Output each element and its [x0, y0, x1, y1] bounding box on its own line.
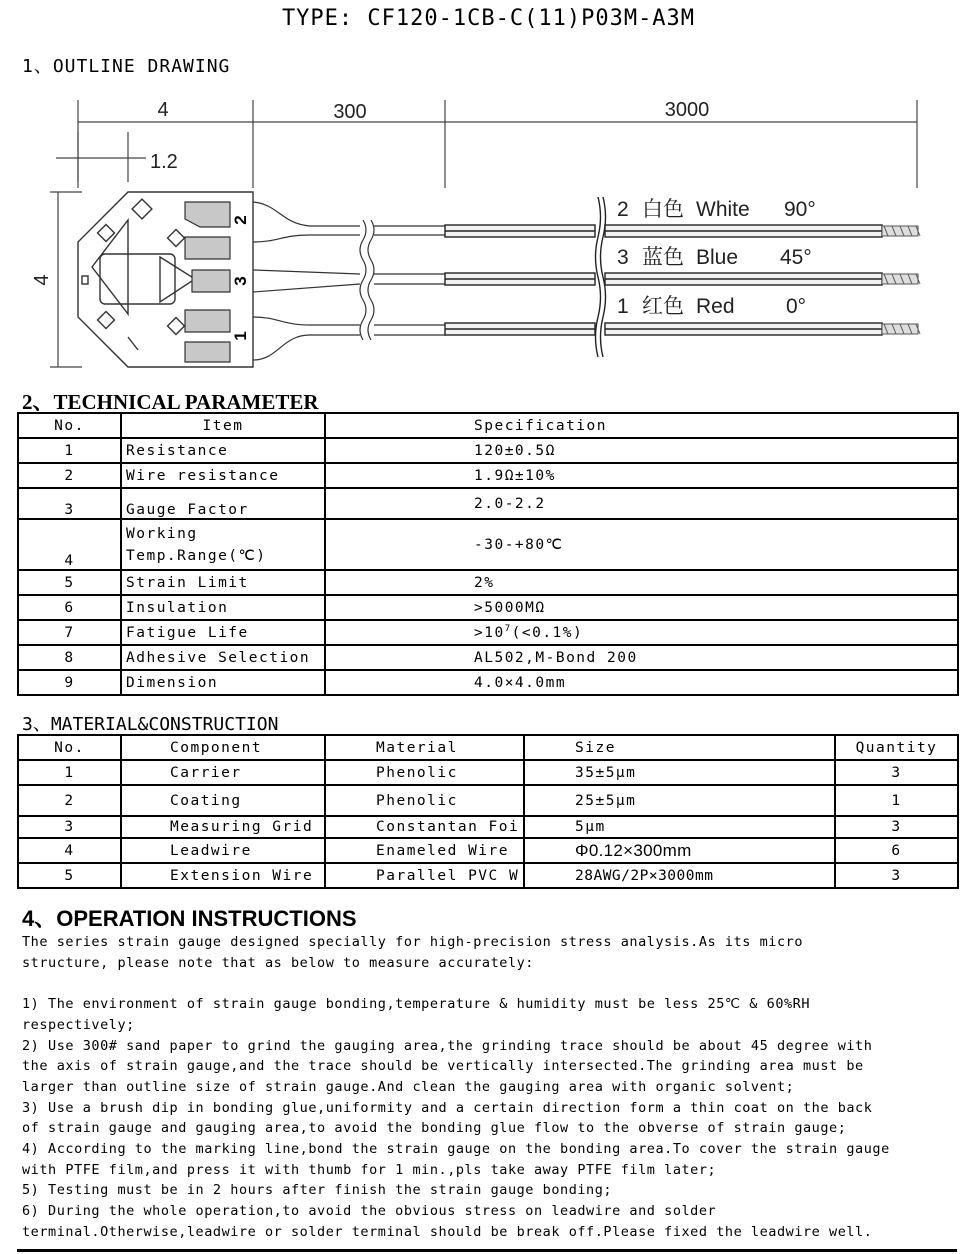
row-spec: AL502,M-Bond 200 [325, 645, 958, 670]
row-spec: 120±0.5Ω [325, 438, 958, 463]
material-construction-table [17, 734, 959, 889]
row-material: Constantan Foi [325, 816, 524, 838]
row-item: Dimension [121, 670, 325, 695]
row-no: 7 [18, 620, 121, 645]
table-row [18, 785, 958, 816]
table-row [18, 438, 958, 463]
dim-1-2: 1.2 [150, 151, 178, 173]
row-no: 8 [18, 645, 121, 670]
row-size: Φ0.12×300mm [524, 838, 835, 863]
row-item-line2: Temp.Range(℃) [126, 547, 267, 564]
row-no: 3 [18, 816, 121, 838]
row-material: Phenolic [325, 760, 524, 785]
row-no: 4 [18, 838, 121, 863]
table-row [18, 620, 958, 645]
extension-cables [445, 197, 920, 357]
col-header-no: No. [18, 413, 121, 438]
row-no: 2 [18, 463, 121, 488]
spec-exponent: 7 [504, 624, 512, 635]
outline-drawing [20, 92, 950, 377]
wire-label-3-en: Blue [696, 246, 739, 269]
pad-label-3: 3 [231, 276, 250, 286]
wire-label-3-cn: 蓝色 [642, 245, 684, 269]
row-item: Gauge Factor [121, 488, 325, 519]
table-row [18, 816, 958, 838]
table-row [18, 863, 958, 888]
table-header-row [18, 413, 958, 438]
table-header-row [18, 735, 958, 760]
row-item [121, 519, 325, 570]
wire-label-3-angle: 45° [780, 246, 812, 269]
row-no: 1 [18, 760, 121, 785]
row-size: 35±5μm [524, 760, 835, 785]
row-quantity: 3 [835, 816, 958, 838]
row-item: Adhesive Selection [121, 645, 325, 670]
dim-300: 300 [333, 101, 367, 123]
table-row [18, 645, 958, 670]
row-spec [325, 620, 958, 645]
row-no: 5 [18, 863, 121, 888]
row-item: Strain Limit [121, 570, 325, 595]
wire-label-3-num: 3 [617, 246, 629, 269]
col-header-no: No. [18, 735, 121, 760]
table-row [18, 570, 958, 595]
dim-3000: 3000 [664, 99, 710, 121]
row-item: Insulation [121, 595, 325, 620]
table-row [18, 670, 958, 695]
row-material: Enameled Wire [325, 838, 524, 863]
row-component: Extension Wire [121, 863, 325, 888]
table-row [18, 760, 958, 785]
wire-label-2-angle: 90° [784, 198, 816, 221]
row-size: 28AWG/2P×3000mm [524, 863, 835, 888]
row-spec: 1.9Ω±10% [325, 463, 958, 488]
wire-label-1-cn: 红色 [642, 294, 684, 318]
table-row [18, 595, 958, 620]
row-no: 2 [18, 785, 121, 816]
row-spec: 2% [325, 570, 958, 595]
wire-label-1-en: Red [696, 295, 735, 318]
wire-label-1-angle: 0° [786, 295, 807, 318]
row-quantity: 3 [835, 863, 958, 888]
col-header-item: Item [121, 413, 325, 438]
row-spec: >5000MΩ [325, 595, 958, 620]
section-heading-operation-instructions: 4、OPERATION INSTRUCTIONS [22, 906, 357, 931]
operation-instructions-text: The series strain gauge designed specially for high-precision stress analysis.As its micro structure, please note that as below to measure accurately: 1) The environment of strain gauge bonding,temperature & humidity must be less 25℃ & 60%RH respectively; 2) Use 300# sand paper to grind the gauging area,the grinding trace should be about 45 degree with the axis of strain gauge,and the trace should be vertically intersected.The grinding area must be larger than outline size of strain gauge.And clean the gauging area with organic solvent; 3) Use a brush dip in bonding glue,uniformity and a certain direction form a thin coat on the back of strain gauge and gauging area,to avoid the bonding glue flow to the obverse of strain gauge; 4) According to the marking line,bond the strain gauge on the bonding area.To cover the strain gauge with PTFE film,and press it with thumb for 1 min.,pls take away PTFE film later; 5) Testing must be in 2 hours after finish the strain gauge bonding; 6) During the whole operation,to avoid the obvious stress on leadwire and solder terminal.Otherwise,leadwire or solder terminal should be break off.Please fixed the leadwire well. [22, 934, 890, 1240]
row-no: 5 [18, 570, 121, 595]
row-component: Leadwire [121, 838, 325, 863]
row-quantity: 6 [835, 838, 958, 863]
dim-4-top: 4 [157, 99, 169, 121]
row-no: 4 [18, 519, 121, 570]
row-size: 5μm [524, 816, 835, 838]
row-quantity: 1 [835, 785, 958, 816]
section-heading-outline-drawing: 1、OUTLINE DRAWING [22, 56, 231, 77]
row-quantity: 3 [835, 760, 958, 785]
table-row [18, 488, 958, 519]
row-material: Phenolic [325, 785, 524, 816]
col-header-component: Component [121, 735, 325, 760]
leadwire-tabs [253, 202, 445, 360]
row-size: 25±5μm [524, 785, 835, 816]
wire-label-1-num: 1 [617, 295, 629, 318]
dim-4-side: 4 [31, 274, 53, 286]
pad-label-2: 2 [231, 215, 250, 225]
col-header-specification: Specification [325, 413, 958, 438]
row-no: 3 [18, 488, 121, 519]
table-row [18, 463, 958, 488]
row-spec: -30-+80℃ [325, 519, 958, 570]
wire-label-2-en: White [696, 198, 750, 221]
spec-base: >10 [474, 624, 505, 641]
table-row [18, 519, 958, 570]
row-component: Measuring Grid [121, 816, 325, 838]
section-heading-technical-parameter: 2、TECHNICAL PARAMETER [22, 390, 319, 414]
row-no: 9 [18, 670, 121, 695]
document-title: TYPE: CF120-1CB-C(11)P03M-A3M [281, 6, 696, 31]
row-no: 1 [18, 438, 121, 463]
col-header-material: Material [325, 735, 524, 760]
pad-label-1: 1 [231, 331, 250, 341]
spec-tail: (<0.1%) [511, 624, 584, 641]
row-item: Wire resistance [121, 463, 325, 488]
wire-label-2-cn: 白色 [642, 197, 684, 221]
row-item: Resistance [121, 438, 325, 463]
row-item: Fatigue Life [121, 620, 325, 645]
row-no: 6 [18, 595, 121, 620]
row-component: Carrier [121, 760, 325, 785]
row-item-line1: Working [126, 525, 198, 542]
solder-pads [185, 202, 230, 362]
technical-parameter-table [17, 412, 959, 696]
col-header-quantity: Quantity [835, 735, 958, 760]
row-material: Parallel PVC W [325, 863, 524, 888]
row-spec: 4.0×4.0mm [325, 670, 958, 695]
section-heading-material-construction: 3、MATERIAL&CONSTRUCTION [22, 714, 279, 735]
bottom-divider [17, 1249, 957, 1252]
wire-label-2-num: 2 [617, 198, 629, 221]
table-row [18, 838, 958, 863]
row-spec: 2.0-2.2 [325, 488, 958, 519]
col-header-size: Size [524, 735, 835, 760]
row-component: Coating [121, 785, 325, 816]
